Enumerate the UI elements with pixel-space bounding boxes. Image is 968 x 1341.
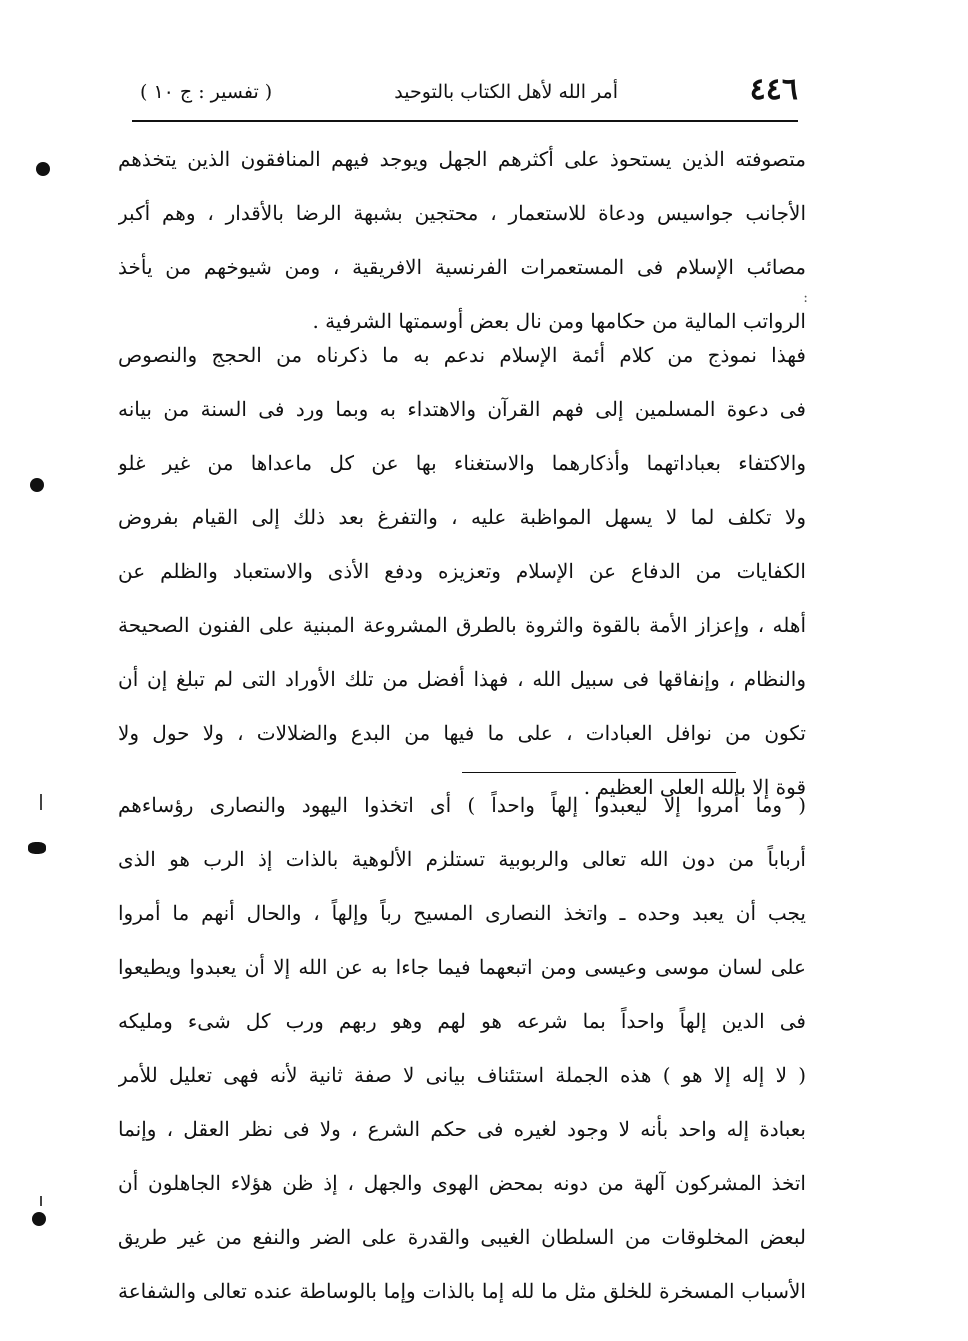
text-line: متصوفته الذين يستحوذ على أكثرهم الجهل ويوجد فيهم المنافقون الذين يتخذهم [118, 147, 806, 171]
text-line: والنظام ، وإنفاقها فى سبيل الله ، فهذا أفضل من تلك الأوراد التى لم تبلغ إن أن [118, 667, 806, 691]
running-title: أمر الله لأهل الكتاب بالتوحيد [394, 81, 618, 103]
page-header [132, 70, 798, 116]
text-line: أهله ، وإعزاز الأمة بالقوة والثروة بالطرق المشروعة المبنية على الفنون الصحيحة [118, 613, 806, 637]
text-line: ( لا إله إلا هو ) هذه الجملة استئناف بيانى لا صفة ثانية لأنه فهى تعليل للأمر [118, 1063, 806, 1087]
text-line: الكفايات من الدفاع عن الإسلام وتعزيزه ودفع الأذى والاستعباد والظلم عن [118, 559, 806, 583]
paragraph-conclusion [118, 328, 806, 814]
text-line: فى دعوة المسلمين إلى فهم القرآن والاهتداء به وبما ورد فى السنة من بيانه [118, 397, 806, 421]
text-line: أرباباً من دون الله تعالى والربوبية تستلزم الألوهية بالذات إذ الرب هو الذى [118, 847, 806, 871]
margin-mark: : [803, 290, 808, 306]
text-line: قوة إلا بالله العلى العظيم . [583, 775, 806, 799]
scan-edge-mark [40, 794, 42, 810]
text-line: فى الدين إلهاً واحداً بما شرعه هو لهم وهو ربهم ورب كل شىء ومليكه [118, 1009, 806, 1033]
binder-hole-mark [32, 1212, 46, 1226]
paragraph-tafsir [118, 778, 806, 1318]
text-line: تكون من نوافل العبادات ، على ما فيها من البدع والضلالات ، ولا حول ولا [118, 721, 806, 745]
text-line: والاكتفاء بعباداتهما وأذكارهما والاستغناء بها عن كل ماعداها من غير غلو [118, 451, 806, 475]
volume-label: ( تفسير : ج ١٠ ) [140, 81, 273, 103]
text-line: الأسباب المسخرة للخلق مثل ما لله إما بالذات وإما بالوساطة عنده تعالى والشفاعة [118, 1279, 806, 1303]
text-line: ولا تكلف لما لا يسهل المواظبة عليه ، والتفرغ بعد ذلك إلى القيام بفروض [118, 505, 806, 529]
text-line: يجب أن يعبد وحده ـ واتخذ النصارى المسيح رباً وإلهاً ، والحال أنهم ما أمروا [118, 901, 806, 925]
text-line: مصائب الإسلام فى المستعمرات الفرنسية الافريقية ، ومن شيوخهم من يأخذ [118, 255, 806, 279]
section-divider [462, 772, 736, 773]
binder-hole-mark [30, 478, 44, 492]
text-line: على لسان موسى وعيسى ومن اتبعهما فيما جاءا به عن الله إلا أن يعبدوا ويطيعوا [118, 955, 806, 979]
binder-hole-mark [36, 162, 50, 176]
paragraph-continuation [118, 132, 806, 348]
text-line: اتخذ المشركون آلهة من دونه بمحض الهوى والجهل ، إذ ظن هؤلاء الجاهلون أن [118, 1171, 806, 1195]
text-line: بعبادة إله واحد بأنه لا وجود لغيره فى حكم الشرع ، ولا فى نظر العقل ، وإنما [118, 1117, 806, 1141]
text-line: الرواتب المالية من حكامها ومن نال بعض أوسمتها الشرفية . [312, 309, 806, 333]
text-line: ( وما أمروا إلا ليعبدوا إلهاً واحداً ) أى اتخذوا اليهود والنصارى رؤساءهم [118, 793, 806, 817]
scan-edge-mark [40, 1196, 42, 1206]
binder-hole-mark [28, 842, 46, 854]
page-number: ٤٤٦ [749, 72, 798, 107]
text-line: الأجانب جواسيس ودعاة للاستعمار ، محتجين بشبهة الرضا بالأقدار ، وهم أكبر [118, 201, 806, 225]
text-line: لبعض المخلوقات من السلطان الغيبى والقدرة على الضر والنفع من غير طريق [118, 1225, 806, 1249]
header-rule [132, 120, 798, 122]
text-line: فهذا نموذج من كلام أئمة الإسلام ندعم به ما ذكرناه من الحجج والنصوص [118, 343, 806, 367]
